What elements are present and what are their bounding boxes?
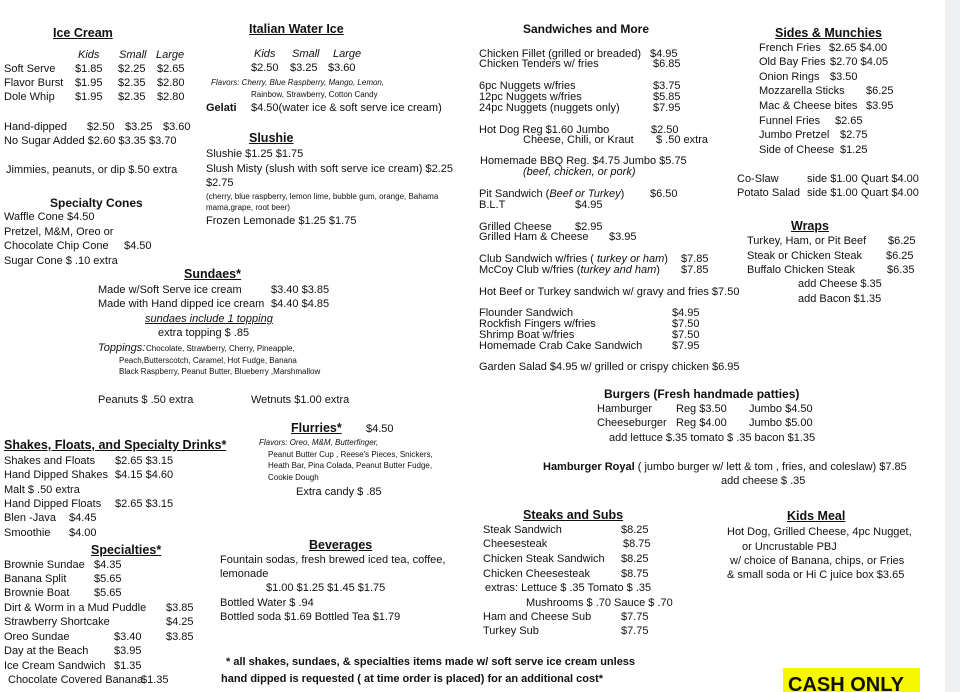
specialty-item-price: $5.65 (94, 573, 122, 585)
ice-cream-item-name: Flavor Burst (4, 77, 64, 89)
water-ice-price: $3.60 (328, 62, 356, 74)
water-ice-price: $2.50 (251, 62, 279, 74)
specialty-item-name: Ice Cream Sandwich (4, 660, 106, 672)
hamburger-royal-label: Hamburger Royal (543, 461, 635, 473)
beverages-title: Beverages (309, 538, 373, 552)
specialty-item-name: Strawberry Shortcake (4, 616, 110, 628)
side-item-name: Old Bay Fries (759, 56, 826, 68)
turkey-sub: Turkey Sub (483, 625, 539, 637)
shrimp-boat: Shrimp Boat w/fries (479, 329, 575, 341)
steak-item-price: $8.75 (621, 568, 649, 580)
bbq-options: (beef, chicken, or pork) (523, 166, 636, 178)
crab-cake: Homemade Crab Cake Sandwich (479, 340, 643, 352)
slushie-flavors: (cherry, blue raspberry, lemon lime, bubble gum, orange, Bahama (206, 192, 439, 201)
sugar-cone-item: Sugar Cone $ .10 extra (4, 255, 118, 267)
water-ice-size-kids: Kids (254, 48, 276, 60)
chicken-fillet-price: $4.95 (650, 48, 678, 60)
grilled-ham-cheese-price: $3.95 (609, 231, 637, 243)
kids-meal-title: Kids Meal (787, 509, 846, 523)
flurries-flavors: Cookie Dough (268, 473, 319, 482)
hamburger-royal-add-cheese: add cheese $ .35 (721, 475, 806, 487)
shake-item-name: Smoothie (4, 527, 51, 539)
hand-dipped-price: $3.60 (163, 121, 191, 133)
specialty-item-price: $3.85 (166, 631, 194, 643)
side-item-price: $2.75 (840, 129, 868, 141)
side-item-name: Mac & Cheese bites (759, 100, 858, 112)
side-item-name: French Fries (759, 42, 821, 54)
ice-cream-item-price: $1.95 (75, 91, 103, 103)
cash-only-banner (783, 668, 920, 692)
hot-beef-turkey: Hot Beef or Turkey sandwich w/ gravy and fries $7.50 (479, 286, 740, 298)
steak-item-name: Chicken Steak Sandwich (483, 553, 605, 565)
ice-cream-size-kids: Kids (78, 49, 100, 61)
beverages-prices: $1.00 $1.25 $1.45 $1.75 (266, 582, 386, 594)
side-item-price: $1.25 (840, 144, 868, 156)
flounder-sandwich: Flounder Sandwich (479, 307, 574, 319)
wetnuts-extra: Wetnuts $1.00 extra (251, 394, 350, 406)
ice-cream-item-price: $2.65 (157, 63, 185, 75)
specialty-cones-title: Specialty Cones (50, 196, 143, 210)
ice-cream-item-price: $2.35 (118, 91, 146, 103)
beverages-lemonade: lemonade (220, 568, 269, 580)
side-item-price: $2.70 $4.05 (830, 56, 889, 68)
steaks-subs-title: Steaks and Subs (523, 508, 624, 522)
blt-price: $4.95 (575, 199, 603, 211)
ice-cream-item-price: $1.95 (75, 77, 103, 89)
no-sugar-added: No Sugar Added $2.60 $3.35 $3.70 (4, 135, 177, 147)
burger-add-ons: add lettuce $.35 tomato $ .35 bacon $1.35 (609, 432, 816, 444)
specialty-item-name: Oreo Sundae (4, 631, 70, 643)
sundae-hand-dipped-price: $4.40 $4.85 (271, 298, 330, 310)
flurries-title: Flurries* (291, 421, 342, 435)
hot-dog: Hot Dog Reg $1.60 Jumbo (479, 124, 610, 136)
hamburger-reg: Reg $3.50 (676, 403, 727, 415)
wrap-item-price: $6.35 (887, 264, 915, 276)
kids-meal-sides: w/ choice of Banana, chips, or Fries (730, 555, 905, 567)
frozen-lemonade-item: Frozen Lemonade $1.25 $1.75 (206, 215, 357, 227)
ice-cream-item-price: $2.80 (157, 77, 185, 89)
specialty-item-price: $3.40 (114, 631, 142, 643)
ice-cream-item-price: $1.85 (75, 63, 103, 75)
steak-item-price: $8.75 (623, 538, 651, 550)
side-item-name: Funnel Fries (759, 115, 821, 127)
page-edge (945, 0, 960, 692)
blt: B.L.T (479, 199, 506, 211)
water-ice-price: $3.25 (290, 62, 318, 74)
waffle-cone-item: Waffle Cone $4.50 (4, 211, 95, 223)
ice-cream-item-name: Dole Whip (4, 91, 55, 103)
wrap-item-name: Turkey, Ham, or Pit Beef (747, 235, 867, 247)
coleslaw: Co-Slaw (737, 173, 779, 185)
pit-sandwich: Pit Sandwich (Beef or Turkey) (479, 188, 625, 200)
wrap-add-bacon: add Bacon $1.35 (798, 293, 882, 305)
flounder-price: $4.95 (672, 307, 700, 319)
hot-dog-extras: Cheese, Chili, or Kraut (523, 134, 634, 146)
wraps-title: Wraps (791, 219, 829, 233)
gelati-label: Gelati (206, 102, 237, 114)
water-ice-size-small: Small (292, 48, 320, 60)
sundae-hand-dipped: Made with Hand dipped ice cream (98, 298, 265, 310)
side-item-name: Jumbo Pretzel (759, 129, 830, 141)
hand-dipped-price: $3.25 (125, 121, 153, 133)
nuggets-12: 12pc Nuggets w/fries (479, 91, 582, 103)
steak-extras: extras: Lettuce $ .35 Tomato $ .35 (485, 582, 652, 594)
sides-title: Sides & Munchies (775, 26, 882, 40)
mccoy-club: McCoy Club w/fries (turkey and ham) (479, 264, 660, 276)
toppings-list: Peach,Butterscotch, Caramel, Hot Fudge, Banana (119, 356, 297, 365)
steak-item-name: Steak Sandwich (483, 524, 562, 536)
shrimp-price: $7.50 (672, 329, 700, 341)
kids-meal-drink: & small soda or Hi C juice box $3.65 (727, 569, 905, 581)
garden-salad: Garden Salad $4.95 w/ grilled or crispy chicken $6.95 (479, 361, 740, 373)
ham-cheese-sub-price: $7.75 (621, 611, 649, 623)
shake-item-name: Hand Dipped Shakes (4, 469, 108, 481)
side-item-price: $6.25 (866, 85, 894, 97)
side-item-price: $2.65 (835, 115, 863, 127)
hot-dog-extra-price: $ .50 extra (656, 134, 708, 146)
shakes-title: Shakes, Floats, and Specialty Drinks* (4, 438, 227, 452)
club-sandwich: Club Sandwich w/fries ( turkey or ham) (479, 253, 668, 265)
kids-meal-options: Hot Dog, Grilled Cheese, 4pc Nugget, (727, 526, 912, 538)
slushie-title: Slushie (249, 131, 294, 145)
steak-item-price: $8.25 (621, 553, 649, 565)
hand-dipped-label: Hand-dipped (4, 121, 67, 133)
slushie-flavors: mama,grape, root beer) (206, 203, 291, 212)
chocolate-chip-cone-item: Chocolate Chip Cone (4, 240, 109, 252)
shake-item-name: Blen -Java (4, 512, 56, 524)
shake-item-price: $4.15 $4.60 (115, 469, 174, 481)
kids-meal-options: or Uncrustable PBJ (742, 541, 837, 553)
ice-cream-item-price: $2.80 (157, 91, 185, 103)
toppings-list: Chocolate, Strawberry, Cherry, Pineapple, (146, 344, 295, 353)
rockfish-fingers: Rockfish Fingers w/fries (479, 318, 596, 330)
wrap-item-price: $6.25 (888, 235, 916, 247)
jimmies-extra: Jimmies, peanuts, or dip $.50 extra (6, 164, 178, 176)
side-item-price: $3.50 (830, 71, 858, 83)
shake-item-price: $4.45 (69, 512, 97, 524)
peanuts-extra: Peanuts $ .50 extra (98, 394, 194, 406)
steak-extras: Mushrooms $ .70 Sauce $ .70 (526, 597, 673, 609)
bottled-soda-tea: Bottled soda $1.69 Bottled Tea $1.79 (220, 611, 401, 623)
toppings-label: Toppings: (98, 342, 146, 354)
specialty-item-price: $4.25 (166, 616, 194, 628)
flurries-flavors: Heath Bar, Pina Colada, Peanut Butter Fudge, (268, 461, 433, 470)
slush-misty-item: Slush Misty (slush with soft serve ice cream) $2.25 (206, 163, 453, 175)
specialty-item-name: Day at the Beach (4, 645, 89, 657)
cheeseburger: Cheeseburger (597, 417, 667, 429)
slushie-item: Slushie $1.25 $1.75 (206, 148, 304, 160)
specialty-item-name: Brownie Sundae (4, 559, 85, 571)
water-ice-size-large: Large (333, 48, 362, 60)
flurries-flavors: Peanut Butter Cup , Reese's Pieces, Snickers, (268, 450, 433, 459)
nuggets-24-price: $7.95 (653, 102, 681, 114)
steak-item-name: Cheesesteak (483, 538, 548, 550)
side-item-name: Side of Cheese (759, 144, 835, 156)
side-item-price: $3.95 (866, 100, 894, 112)
gelati-desc: $4.50(water ice & soft serve ice cream) (251, 102, 442, 114)
wrap-item-name: Buffalo Chicken Steak (747, 264, 856, 276)
shake-item-name: Hand Dipped Floats (4, 498, 102, 510)
slush-misty-price: $2.75 (206, 177, 234, 189)
specialty-item-price: $4.35 (94, 559, 122, 571)
potato-salad-prices: side $1.00 Quart $4.00 (807, 187, 919, 199)
flurries-flavors: Flavors: Oreo, M&M, Butterfinger, (259, 438, 379, 447)
wrap-item-name: Steak or Chicken Steak (747, 250, 862, 262)
cheeseburger-reg: Reg $4.00 (676, 417, 727, 429)
steak-item-name: Chicken Cheesesteak (483, 568, 591, 580)
rockfish-price: $7.50 (672, 318, 700, 330)
side-item-name: Onion Rings (759, 71, 820, 83)
specialty-item-name: Banana Split (4, 573, 67, 585)
water-ice-flavors: Rainbow, Strawberry, Cotton Candy (251, 90, 378, 99)
burgers-title: Burgers (Fresh handmade patties) (604, 387, 800, 401)
sandwiches-title: Sandwiches and More (523, 22, 650, 36)
grilled-cheese: Grilled Cheese (479, 221, 552, 233)
sundaes-title: Sundaes* (184, 267, 241, 281)
chicken-tenders: Chicken Tenders w/ fries (479, 58, 599, 70)
chocolate-chip-cone-price: $4.50 (124, 240, 152, 252)
cheeseburger-jumbo: Jumbo $5.00 (749, 417, 813, 429)
shake-item-price: $2.65 $3.15 (115, 498, 174, 510)
steak-item-price: $8.25 (621, 524, 649, 536)
nuggets-12-price: $5.85 (653, 91, 681, 103)
ice-cream-item-name: Soft Serve (4, 63, 56, 75)
ice-cream-size-small: Small (119, 49, 147, 61)
specialty-item-price: $5.65 (94, 587, 122, 599)
shake-item-price: $4.00 (69, 527, 97, 539)
hamburger: Hamburger (597, 403, 653, 415)
side-item-price: $2.65 $4.00 (829, 42, 888, 54)
hamburger-jumbo: Jumbo $4.50 (749, 403, 813, 415)
specialty-item-price: $3.85 (166, 602, 194, 614)
footer-note: * all shakes, sundaes, & specialties items made w/ soft serve ice cream unless (226, 656, 636, 668)
wrap-item-price: $6.25 (886, 250, 914, 262)
grilled-ham-cheese: Grilled Ham & Cheese (479, 231, 589, 243)
homemade-bbq: Homemade BBQ Reg. $4.75 Jumbo $5.75 (480, 155, 687, 167)
chicken-tenders-price: $6.85 (653, 58, 681, 70)
turkey-sub-price: $7.75 (621, 625, 649, 637)
specialty-item-price: $3.95 (114, 645, 142, 657)
hand-dipped-price: $2.50 (87, 121, 115, 133)
flurries-extra-candy: Extra candy $ .85 (296, 486, 382, 498)
wrap-add-cheese: add Cheese $.35 (798, 278, 882, 290)
pit-sandwich-price: $6.50 (650, 188, 678, 200)
mccoy-club-price: $7.85 (681, 264, 709, 276)
ice-cream-item-price: $2.25 (118, 63, 146, 75)
water-ice-flavors: Flavors: Cherry, Blue Raspberry, Mango, Lemon, (211, 78, 385, 87)
specialties-title: Specialties* (91, 543, 162, 557)
specialty-item-name: Dirt & Worm in a Mud Puddle (4, 602, 147, 614)
specialty-item-price: $1.35 (141, 674, 169, 686)
ice-cream-size-large: Large (156, 49, 185, 61)
potato-salad: Potato Salad (737, 187, 800, 199)
cash-only-text: CASH ONLY (788, 674, 904, 692)
sundae-soft-serve: Made w/Soft Serve ice cream (98, 284, 242, 296)
specialty-item-name: Chocolate Covered Banana (8, 674, 144, 686)
grilled-cheese-price: $2.95 (575, 221, 603, 233)
water-ice-title: Italian Water Ice (249, 22, 344, 36)
club-sandwich-price: $7.85 (681, 253, 709, 265)
shake-item-name: Shakes and Floats (4, 455, 96, 467)
crab-cake-price: $7.95 (672, 340, 700, 352)
pretzel-cone-item: Pretzel, M&M, Oreo or (4, 226, 114, 238)
hamburger-royal-desc: ( jumbo burger w/ lett & tom , fries, and coleslaw) $7.85 (637, 461, 907, 473)
specialty-item-price: $1.35 (114, 660, 142, 672)
side-item-name: Mozzarella Sticks (759, 85, 845, 97)
specialty-item-name: Brownie Boat (4, 587, 70, 599)
ham-cheese-sub: Ham and Cheese Sub (483, 611, 592, 623)
ice-cream-item-price: $2.35 (118, 77, 146, 89)
flurries-price: $4.50 (366, 423, 394, 435)
toppings-list: Black Raspberry, Peanut Butter, Blueberry ,Marshmallow (119, 367, 321, 376)
shake-item-price: $2.65 $3.15 (115, 455, 174, 467)
coleslaw-prices: side $1.00 Quart $4.00 (807, 173, 919, 185)
ice-cream-title: Ice Cream (53, 26, 113, 40)
beverages-fountain: Fountain sodas, fresh brewed iced tea, coffee, (220, 554, 446, 566)
nuggets-6: 6pc Nuggets w/fries (479, 80, 576, 92)
nuggets-6-price: $3.75 (653, 80, 681, 92)
shake-item-name: Malt $ .50 extra (4, 484, 80, 496)
bottled-water: Bottled Water $ .94 (220, 597, 314, 609)
sundae-extra-topping: extra topping $ .85 (158, 327, 250, 339)
chicken-fillet: Chicken Fillet (grilled or breaded) (479, 48, 642, 60)
hot-dog-price: $2.50 (651, 124, 679, 136)
sundae-soft-serve-price: $3.40 $3.85 (271, 284, 330, 296)
footer-note: hand dipped is requested ( at time order is placed) for an additional cost* (221, 673, 604, 685)
nuggets-24: 24pc Nuggets (nuggets only) (479, 102, 620, 114)
sundae-includes-topping: sundaes include 1 topping (145, 313, 273, 325)
